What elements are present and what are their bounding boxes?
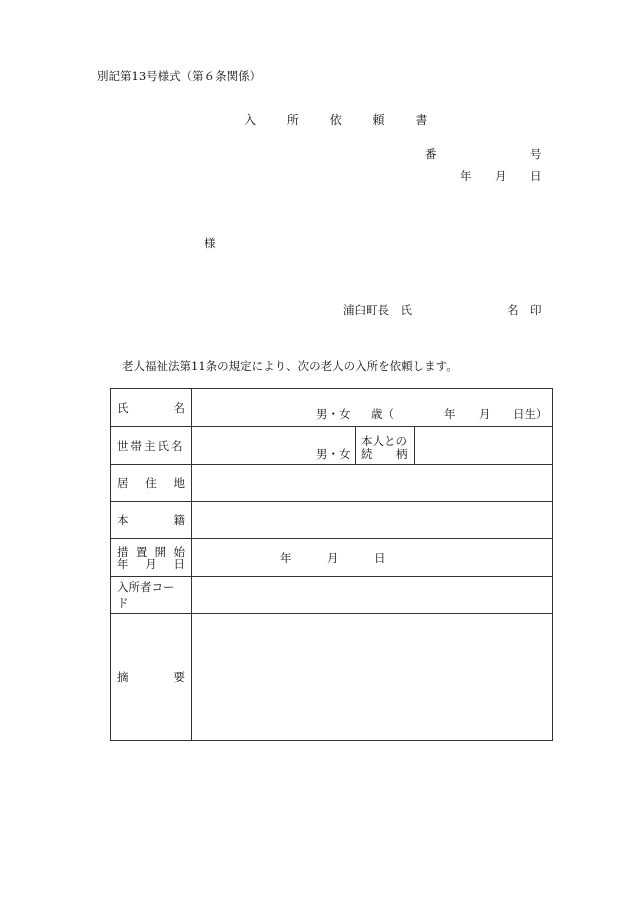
row-remarks: [111, 614, 553, 741]
household-name-cell[interactable]: [192, 427, 355, 464]
label-measure-start: [111, 539, 192, 577]
relation-label-cell: [355, 427, 415, 464]
date-month: 月: [495, 169, 507, 183]
domicile-value-cell[interactable]: [192, 502, 553, 539]
document-title: [244, 111, 427, 128]
relation-char: 柄: [396, 447, 408, 461]
household-sex-options[interactable]: 男・女: [316, 447, 351, 461]
title-char: 書: [415, 113, 428, 127]
name-value-cell[interactable]: [192, 389, 553, 427]
household-value-cell: [192, 427, 553, 465]
row-measure-start: [111, 539, 553, 577]
relation-line1: 本人との: [361, 434, 407, 448]
label-char: 名: [173, 400, 185, 415]
sender-title: 浦臼町長 氏: [343, 303, 412, 317]
label-text: 世帯主氏名: [117, 438, 185, 453]
row-name: [111, 389, 553, 427]
address-value-cell[interactable]: [192, 465, 553, 502]
seal-mark: 印: [530, 303, 542, 317]
title-char: 所: [286, 113, 299, 127]
form-number: 別記第13号様式（第６条関係）: [97, 69, 262, 83]
label-char: 開: [154, 544, 167, 559]
sex-options[interactable]: 男・女: [316, 407, 351, 421]
relation-char: 続: [361, 447, 373, 461]
number-label-left: 番: [425, 147, 437, 161]
row-domicile: [111, 502, 553, 539]
row-household: [111, 427, 553, 465]
row-resident-code: [111, 577, 553, 614]
label-char: 居: [117, 476, 129, 490]
birth-day-label: 日生）: [513, 407, 548, 421]
measure-start-value-cell[interactable]: [192, 539, 553, 577]
label-resident-code: [111, 577, 192, 614]
row-address: [111, 465, 553, 502]
label-char: 月: [145, 556, 157, 571]
sender-name-label: 名: [507, 303, 519, 317]
age-label: 歳（: [371, 407, 394, 421]
label-domicile: [111, 502, 192, 539]
label-char: 始: [173, 544, 185, 559]
label-char: 籍: [173, 513, 185, 527]
relation-value-cell[interactable]: [415, 427, 552, 464]
request-form-table: [110, 388, 553, 741]
label-char: 年: [117, 556, 129, 571]
label-text: 入所者コード: [117, 580, 175, 610]
label-household: [111, 427, 192, 465]
intro-text: 老人福祉法第11条の規定により、次の老人の入所を依頼します。: [122, 359, 458, 373]
label-char: 摘: [117, 670, 129, 684]
label-char: 住: [145, 476, 157, 490]
label-char: 置: [135, 544, 148, 559]
measure-month-label: 月: [327, 551, 339, 565]
number-label-right: 号: [530, 147, 542, 161]
resident-code-value-cell[interactable]: [192, 577, 553, 614]
measure-year-label: 年: [280, 551, 292, 565]
label-char: 措: [117, 544, 129, 559]
label-address: [111, 465, 192, 502]
remarks-value-cell[interactable]: [192, 614, 553, 741]
recipient-honorific: 様: [204, 236, 216, 250]
label-remarks: [111, 614, 192, 741]
label-char: 本: [117, 513, 129, 527]
label-name: [111, 389, 192, 427]
title-char: 頼: [372, 113, 385, 127]
title-char: 依: [329, 113, 342, 127]
measure-day-label: 日: [374, 551, 386, 565]
title-char: 入: [244, 113, 257, 127]
birth-year-label: 年: [444, 407, 456, 421]
date-year: 年: [460, 169, 472, 183]
date-day: 日: [530, 169, 542, 183]
label-char: 地: [173, 476, 185, 490]
label-char: 日: [173, 556, 185, 571]
label-char: 要: [173, 670, 185, 684]
label-char: 氏: [117, 400, 129, 415]
birth-month-label: 月: [479, 407, 491, 421]
